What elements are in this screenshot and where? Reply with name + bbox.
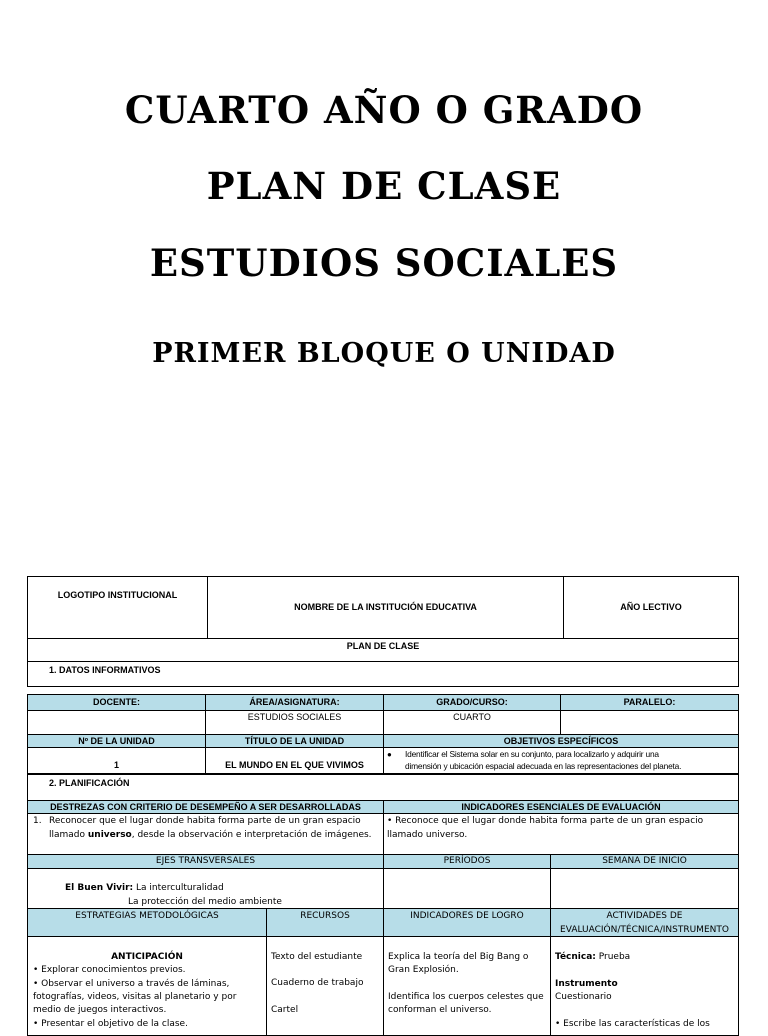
- actividades-label-2: EVALUACIÓN/TÉCNICA/INSTRUMENTO: [560, 925, 729, 935]
- objetivos-value-cell: [383, 747, 739, 774]
- recursos-cell: [266, 936, 384, 1036]
- cover-title-grade: CUARTO AÑO O GRADO: [124, 88, 644, 132]
- grado-header: [383, 694, 561, 711]
- logro-cell: [383, 936, 551, 1036]
- plan-label: PLAN DE CLASE: [346, 641, 420, 651]
- estrategia-item: • Presentar el objetivo de la clase.: [33, 1019, 188, 1029]
- ejes-header: [27, 854, 384, 869]
- instrumento-value: Cuestionario: [555, 992, 612, 1002]
- titulo-label: TÍTULO DE LA UNIDAD: [244, 736, 345, 746]
- logro-label: INDICADORES DE LOGRO: [410, 911, 524, 921]
- estrategia-item: fotografías, videos, visitas al planetario y por: [33, 992, 237, 1002]
- unidad-label: Nº DE LA UNIDAD: [78, 736, 155, 746]
- titulo-header: [205, 734, 384, 748]
- objetivo-bullet: ●: [387, 750, 392, 759]
- destreza-line-2: llamado universo, desde la observación e interpretación de imágenes.: [49, 830, 372, 840]
- header-institution-cell: [207, 576, 564, 639]
- grado-label: GRADO/CURSO:: [436, 697, 508, 707]
- estrategia-item: medio de juegos interactivos.: [33, 1005, 167, 1015]
- tecnica-line: Técnica: Prueba: [555, 952, 631, 962]
- planificacion-heading: 2. PLANIFICACIÓN: [49, 778, 130, 788]
- datos-row: [27, 661, 739, 687]
- destreza-number: 1.: [33, 816, 42, 826]
- header-logo-cell: [27, 576, 208, 639]
- indicadores-label: INDICADORES ESENCIALES DE EVALUACIÓN: [461, 802, 661, 812]
- paralelo-header: [560, 694, 739, 711]
- titulo-value: EL MUNDO EN EL QUE VIVIMOS: [225, 760, 364, 770]
- logro-item: conforman el universo.: [388, 1005, 492, 1015]
- estrategia-item: • Explorar conocimientos previos.: [33, 965, 186, 975]
- destrezas-label: DESTREZAS CON CRITERIO DE DESEMPEÑO A SER DESARROLLADAS: [50, 802, 361, 812]
- paralelo-label: PARALELO:: [623, 697, 676, 707]
- recursos-label: RECURSOS: [300, 911, 350, 921]
- plan-row: [27, 638, 739, 662]
- docente-value-cell: [27, 710, 206, 735]
- estrategias-label: ESTRATEGIAS METODOLÓGICAS: [75, 911, 219, 921]
- periodos-value-cell: [383, 868, 551, 909]
- cover-title-plan: PLAN DE CLASE: [206, 164, 562, 208]
- logro-item: Identifica los cuerpos celestes que: [388, 992, 544, 1002]
- estrategias-cell: [27, 936, 267, 1036]
- recursos-header: [266, 908, 384, 937]
- indicador-line-2: llamado universo.: [387, 830, 468, 840]
- indicador-cell: [383, 813, 739, 855]
- docente-label: DOCENTE:: [93, 697, 140, 707]
- logro-header: [383, 908, 551, 937]
- grado-value-cell: [383, 710, 561, 735]
- unidad-value-cell: [27, 747, 206, 774]
- titulo-value-cell: [205, 747, 384, 774]
- periodos-label: PERÍODOS: [443, 856, 491, 866]
- year-label: AÑO LECTIVO: [620, 602, 682, 612]
- indicador-line-1: • Reconoce que el lugar donde habita forma parte de un gran espacio: [387, 816, 704, 826]
- unidad-header: [27, 734, 206, 748]
- recurso-item: Cartel: [271, 1005, 299, 1015]
- actividades-label-1: ACTIVIDADES DE: [606, 911, 683, 921]
- logro-item: Explica la teoría del Big Bang o: [388, 952, 529, 962]
- area-header: [205, 694, 384, 711]
- area-value-cell: [205, 710, 384, 735]
- estrategias-header: [27, 908, 267, 937]
- unidad-value: 1: [113, 760, 119, 770]
- destreza-cell: [27, 813, 384, 855]
- logo-label: LOGOTIPO INSTITUCIONAL: [57, 590, 178, 600]
- periodos-header: [383, 854, 551, 869]
- cover-title-subject: ESTUDIOS SOCIALES: [149, 241, 619, 285]
- objetivos-header: [383, 734, 739, 748]
- recurso-item: Cuaderno de trabajo: [271, 978, 364, 988]
- evaluacion-item: • Escribe las características de los: [555, 1019, 710, 1029]
- actividades-header: [550, 908, 739, 937]
- logro-item: Gran Explosión.: [388, 965, 459, 975]
- docente-header: [27, 694, 206, 711]
- destrezas-header: [27, 800, 384, 814]
- destreza-line-1: Reconocer que el lugar donde habita forma parte de un gran espacio: [49, 816, 361, 826]
- cover-title-block: PRIMER BLOQUE O UNIDAD: [152, 338, 616, 369]
- header-year-cell: [563, 576, 739, 639]
- area-label: ÁREA/ASIGNATURA:: [249, 697, 340, 707]
- datos-heading: 1. DATOS INFORMATIVOS: [49, 665, 161, 675]
- buen-vivir-line-2: La protección del medio ambiente: [128, 897, 282, 907]
- objetivo-line-1: Identificar el Sistema solar en su conjunto, para localizarlo y adquirir una: [405, 749, 659, 759]
- area-value: ESTUDIOS SOCIALES: [247, 712, 342, 722]
- recurso-item: Texto del estudiante: [271, 952, 363, 962]
- semana-value-cell: [550, 868, 739, 909]
- indicadores-header: [383, 800, 739, 814]
- semana-header: [550, 854, 739, 869]
- semana-label: SEMANA DE INICIO: [602, 856, 687, 866]
- instrumento-label: Instrumento: [555, 979, 618, 989]
- institution-label: NOMBRE DE LA INSTITUCIÓN EDUCATIVA: [294, 602, 477, 612]
- grado-value: CUARTO: [453, 712, 491, 722]
- ejes-value-cell: [27, 868, 384, 909]
- objetivo-line-2: dimensión y ubicación espacial adecuada en las representaciones del planeta.: [405, 761, 682, 771]
- objetivos-label: OBJETIVOS ESPECÍFICOS: [503, 736, 619, 746]
- buen-vivir-line: El Buen Vivir: La interculturalidad: [65, 883, 224, 893]
- paralelo-value-cell: [560, 710, 739, 735]
- evaluacion-cell: [550, 936, 739, 1036]
- ejes-label: EJES TRANSVERSALES: [155, 856, 256, 866]
- estrategia-item: • Observar el universo a través de láminas,: [33, 979, 230, 989]
- planificacion-row: [27, 774, 739, 801]
- anticipacion-heading: ANTICIPACIÓN: [111, 952, 183, 962]
